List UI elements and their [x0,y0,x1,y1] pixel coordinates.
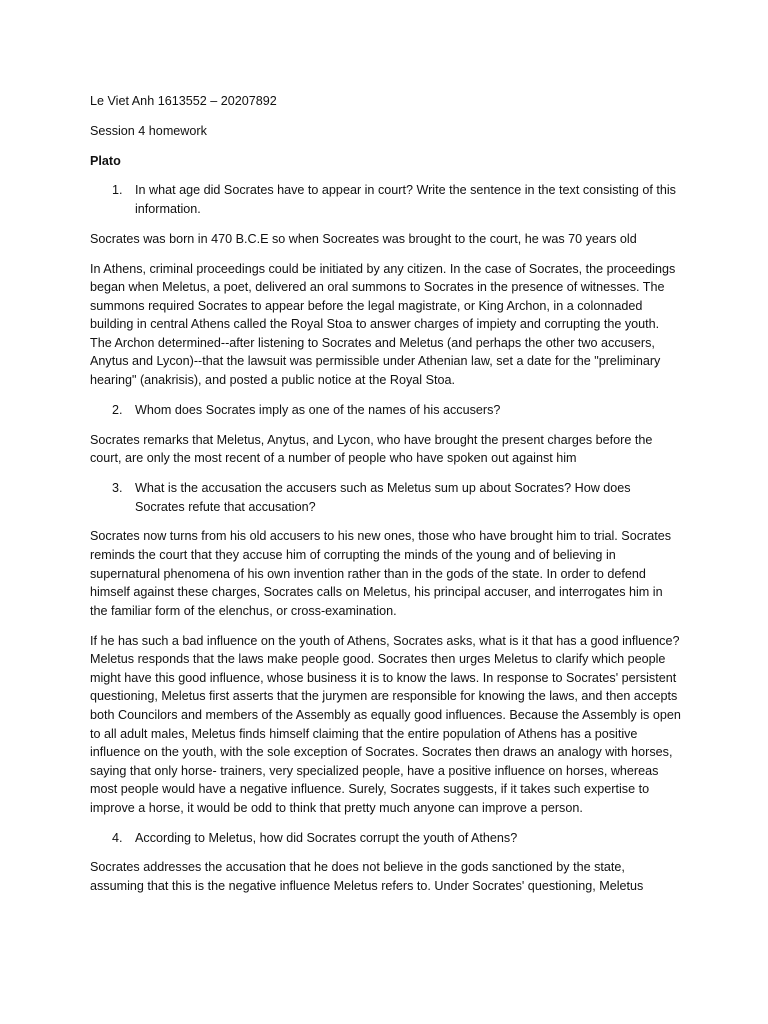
question-4 [90,829,682,848]
answer-1-paragraph-1: Socrates was born in 470 B.C.E so when Socreates was brought to the court, he was 70 years old [90,231,637,246]
question-number: 1. [112,183,123,198]
answer-1-paragraph-2: In Athens, criminal proceedings could be initiated by any citizen. In the case of Socrates, the proceedings began when Meletus, a poet, delivered an oral summons to Socrates in the presence of witnesses. The summons required Socrates to appear before the legal magistrate, or King Archon, in a colonnaded building in central Athens called the Royal Stoa to answer charges of impiety and corrupting the youth. The Archon determined--after listening to Socrates and Meletus (and perhaps the other two accusers, Anytus and Lycon)--that the lawsuit was permissible under Athenian law, set a date for the "preliminary hearing" (anakrisis), and posted a public notice at the Royal Stoa. [90,261,676,388]
question-3 [90,479,682,516]
document-body [90,92,682,907]
question-text: Whom does Socrates imply as one of the names of his accusers? [135,402,501,417]
answer-4-paragraph-1: Socrates addresses the accusation that he does not believe in the gods sanctioned by the state, assuming that this is the negative influence Meletus refers to. Under Socrates' questioning, Meletus [90,860,644,894]
question-number: 4. [112,830,123,845]
question-1 [90,181,682,218]
author-line: Le Viet Anh 1613552 – 20207892 [90,94,277,108]
question-text: According to Meletus, how did Socrates corrupt the youth of Athens? [135,830,518,845]
answer-3-paragraph-1: Socrates now turns from his old accusers to his new ones, those who have brought him to trial. Socrates reminds the court that they accuse him of corrupting the minds of the young and of believing in supernatural phenomena of his own invention rather than in the gods of the state. In order to defend himself against these charges, Socrates calls on Meletus, his principal accuser, and interrogates him in the familiar form of the elenchus, or cross-examination. [90,529,671,618]
question-number: 2. [112,402,123,417]
answer-3-paragraph-2: If he has such a bad influence on the youth of Athens, Socrates asks, what is it that has a good influence? Meletus responds that the laws make people good. Socrates then urges Meletus to clarify which people might have this good influence, whose business it is to know the laws. In response to Socrates' persistent questioning, Meletus first asserts that the jurymen are responsible for knowing the laws, and then accepts both Councilors and members of the Assembly as equally good influences. Because the Assembly is open to all adult males, Meletus finds himself claiming that the entire population of Athens has a positive influence on the youth, with the sole exception of Socrates. Socrates then draws an analogy with horses, saying that only horse- trainers, very specialized people, have a positive influence on horses, whereas most people would have a negative influence. Surely, Socrates suggests, if it takes such expertise to improve a horse, it would be odd to think that pretty much anyone can improve a person. [90,633,681,815]
question-text: In what age did Socrates have to appear in court? Write the sentence in the text consisting of this information. [135,183,676,216]
section-title: Plato [90,153,121,168]
answer-2-paragraph-1: Socrates remarks that Meletus, Anytus, and Lycon, who have brought the present charges before the court, are only the most recent of a number of people who have spoken out against him [90,432,653,466]
question-text: What is the accusation the accusers such as Meletus sum up about Socrates? How does Socrates refute that accusation? [135,481,631,514]
session-line: Session 4 homework [90,123,207,138]
question-number: 3. [112,481,123,495]
question-2 [90,401,682,420]
